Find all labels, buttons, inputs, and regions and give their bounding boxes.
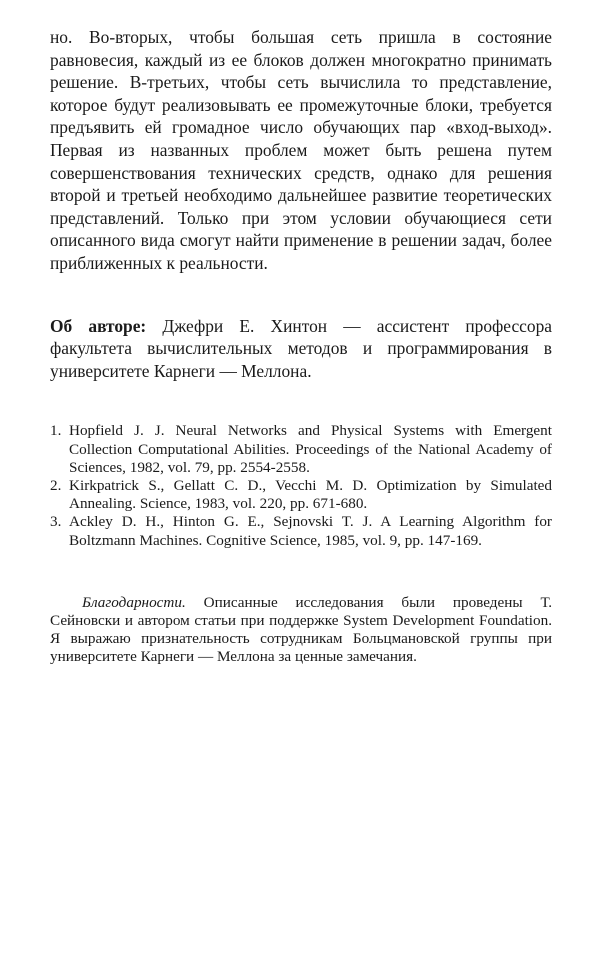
main-paragraph: но. Во-вторых, чтобы большая сеть пришла в состояние равновесия, каждый из ее блоков должен многократно принимать решение. В-третьих, чтобы сеть вычислила то представление, которое будут реализовывать ее промежуточные блоки, требуется предъявить ей громадное число обучающих пар «вход-выход». Первая из названных проблем может быть решена путем совершенствования технических средств, однако для решения второй и третьей необходимо дальнейшее развитие теоретических представлений. Только при этом условии обучающиеся сети описанного вида смогут найти применение в решении задач, более приближенных к реальности. xyxy=(50,27,552,273)
about-author xyxy=(50,315,552,383)
reference-text: Hopfield J. J. Neural Networks and Physical Systems with Emergent Collection Computational Abilities. Proceedings of the National Academy of Sciences, 1982, vol. 79, pp. 2554-2558. xyxy=(69,422,552,476)
acknowledgements xyxy=(50,594,552,667)
reference-item xyxy=(50,513,552,549)
references-list xyxy=(50,422,552,549)
reference-number: 3. xyxy=(50,513,62,531)
reference-item xyxy=(50,477,552,513)
reference-text: Kirkpatrick S., Gellatt C. D., Vecchi M. D. Optimization by Simulated Annealing. Science, 1983, vol. 220, pp. 671-680. xyxy=(69,476,552,513)
document-page xyxy=(50,26,552,667)
acknowledgements-text: Описанные исследования были проведены Т. Сейновски и автором статьи при поддержке System Development Foundation. Я выражаю признательность сотрудникам Больцмановской группы при университете Карнеги — Меллона за ценные замечания. xyxy=(50,593,552,666)
reference-text: Ackley D. H., Hinton G. E., Sejnovski T. J. A Learning Algorithm for Boltzmann Machines. Cognitive Science, 1985, vol. 9, pp. 147-169. xyxy=(69,513,552,549)
acknowledgements-label: Благодарности. xyxy=(82,593,186,611)
about-author-text: Джефри Е. Хинтон — ассистент профессора факультета вычислительных методов и программирования в университете Карнеги — Меллона. xyxy=(50,315,552,381)
reference-number: 2. xyxy=(50,476,62,494)
reference-number: 1. xyxy=(50,422,62,440)
about-author-label: Об авторе: xyxy=(50,315,147,336)
reference-item xyxy=(50,422,552,477)
